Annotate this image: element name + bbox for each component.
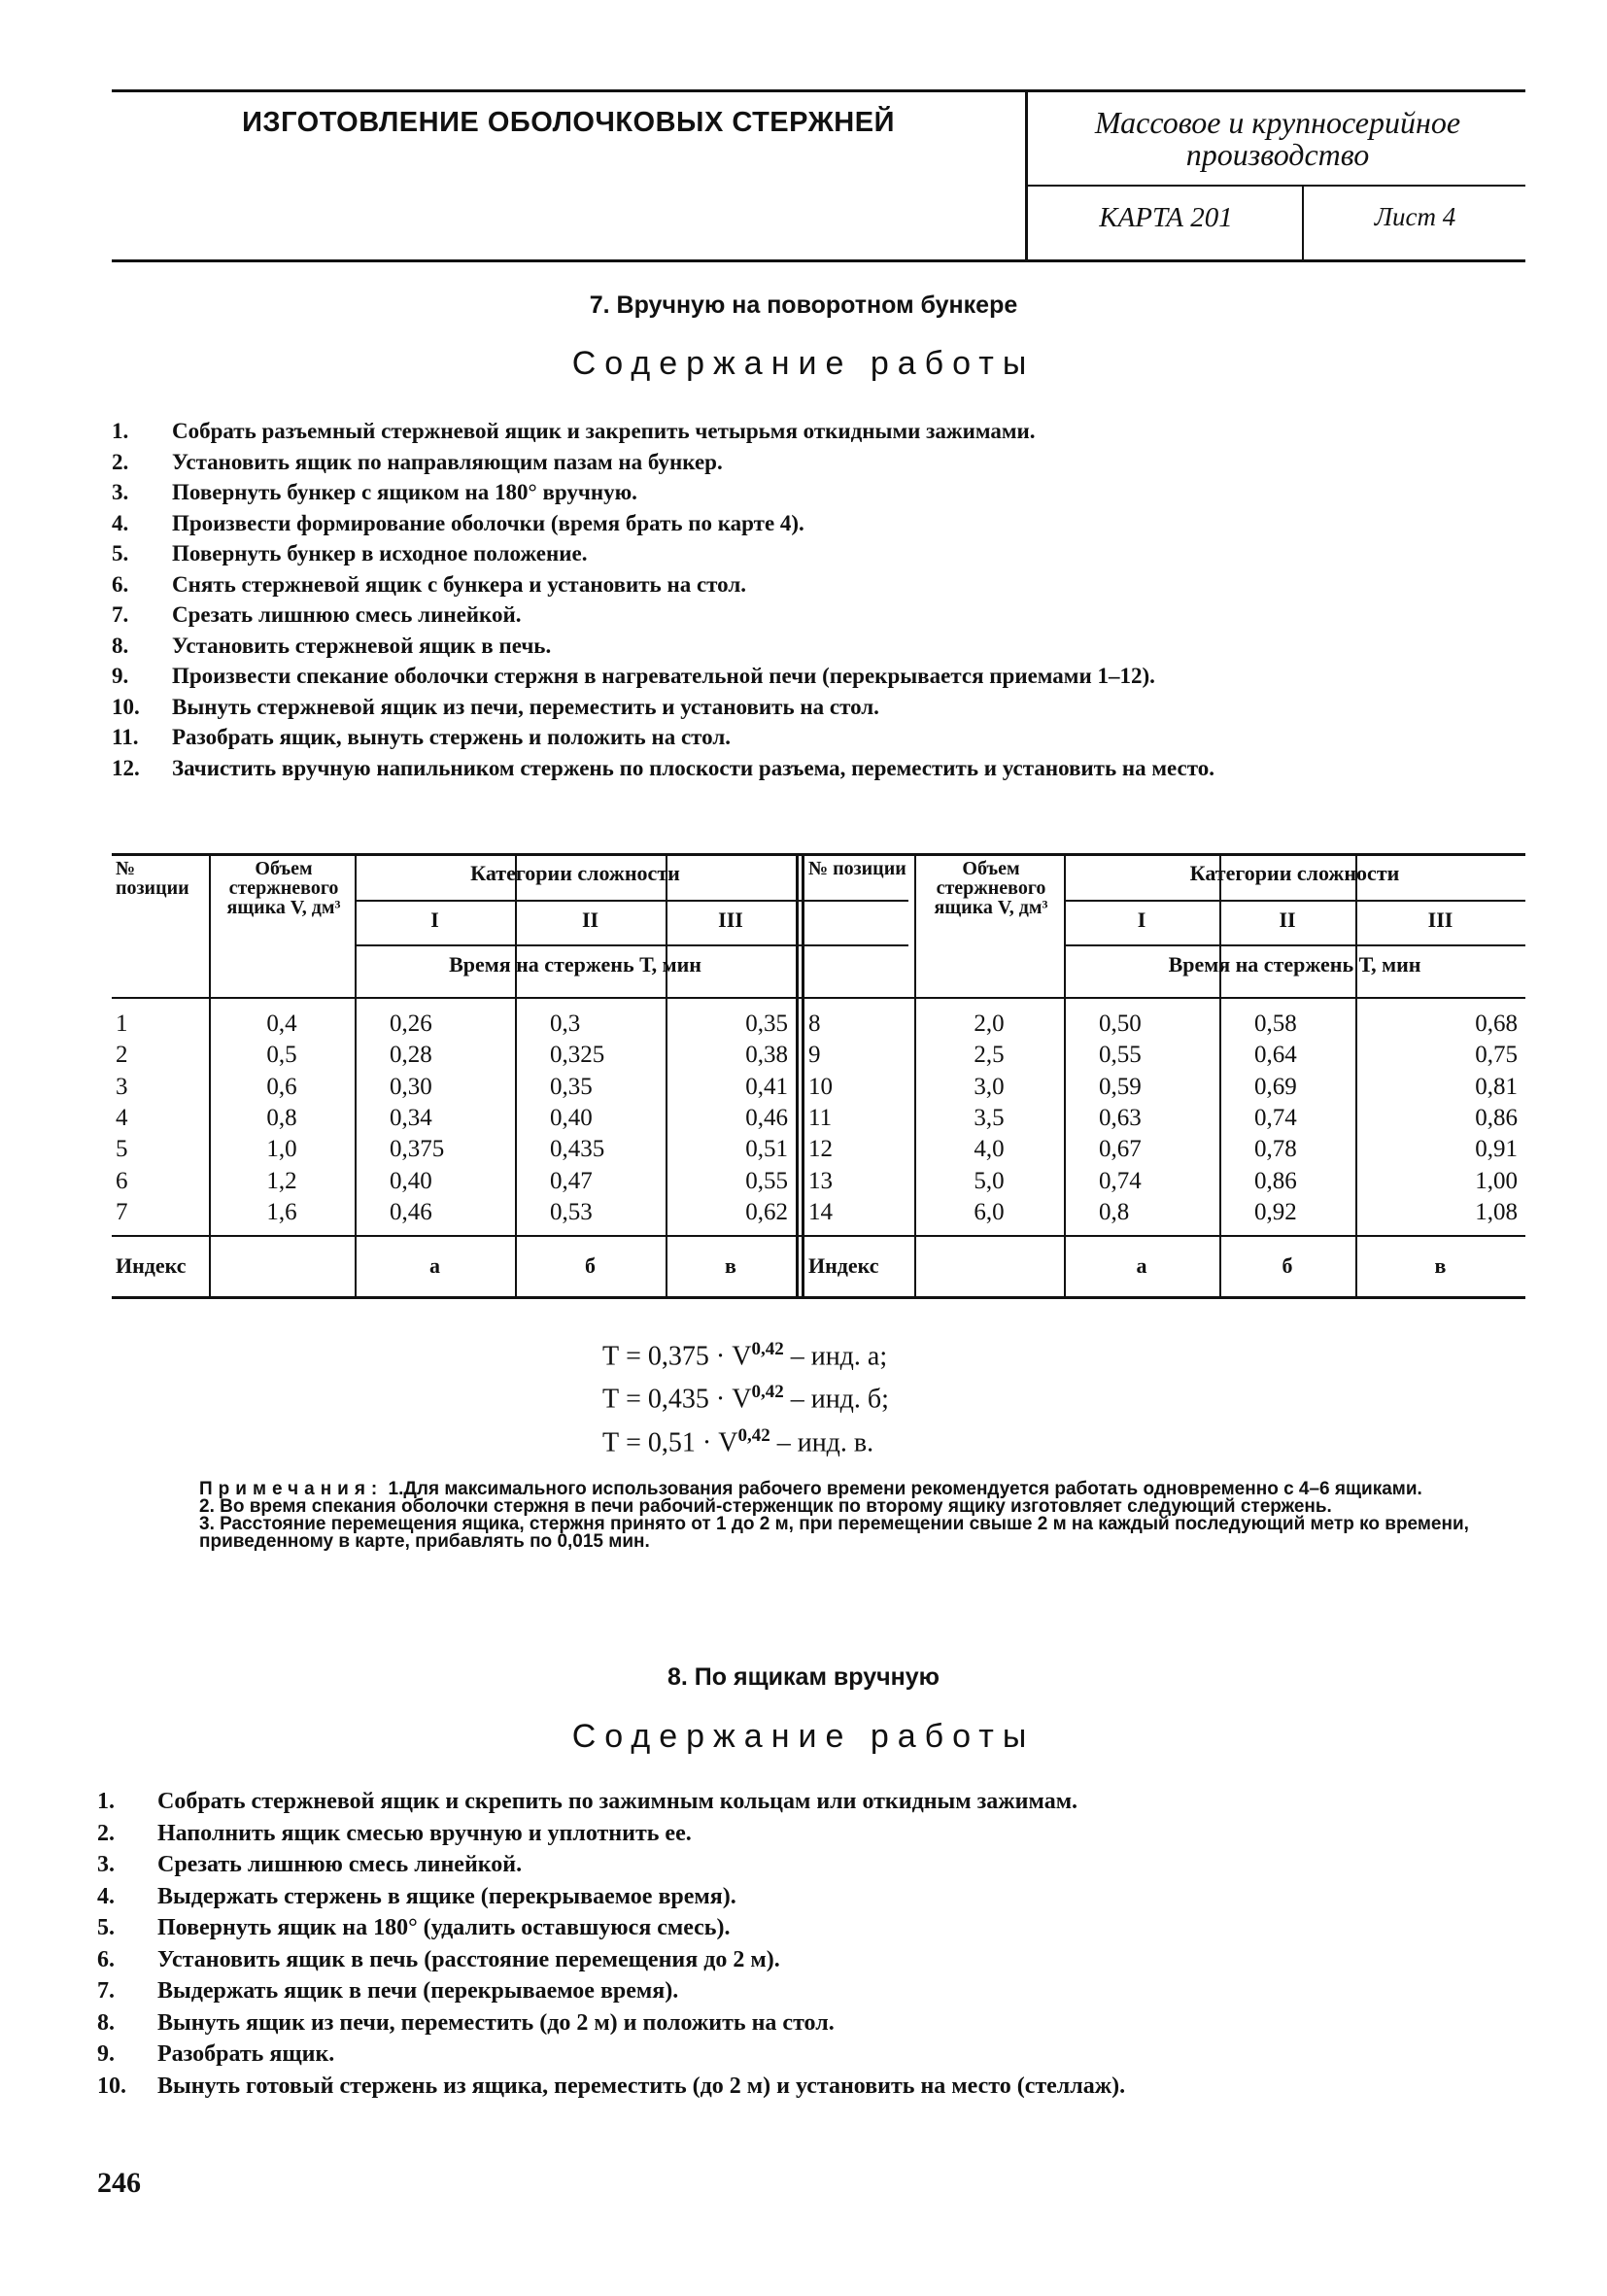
time-cell-cat3: 1,00	[1475, 1167, 1518, 1194]
note-text: 2. Во время спекания оболочки стержня в печи рабочий-стерженщик по второму ящику изготовляет следующий стержень.	[199, 1496, 1332, 1517]
work-step	[112, 416, 1525, 447]
step-number: 5.	[97, 1915, 115, 1940]
volume-cell: 3,0	[974, 1073, 1005, 1100]
step-text: Срезать лишнюю смесь линейкой.	[172, 602, 522, 627]
section-title: 7. Вручную на поворотном бункере	[589, 291, 1018, 319]
time-cell-cat1: 0,74	[1099, 1167, 1142, 1194]
work-step	[112, 569, 1525, 600]
position-cell: 13	[808, 1167, 833, 1194]
step-text: Вынуть ящик из печи, переместить (до 2 м) и положить на стол.	[157, 2009, 835, 2036]
time-label: Время на стержень Т, мин	[1168, 952, 1421, 977]
notes	[112, 1481, 1521, 1551]
time-cell-cat1: 0,63	[1099, 1104, 1142, 1131]
step-number: 1.	[112, 419, 129, 443]
header-top-rule	[112, 89, 1525, 92]
index-label: Индекс	[116, 1253, 187, 1278]
volume-cell: 1,6	[266, 1198, 297, 1225]
formula	[602, 1418, 1088, 1460]
position-cell: 8	[808, 1011, 821, 1037]
work-step	[112, 600, 1525, 631]
column-header-position: № позиции	[116, 858, 189, 899]
time-cell-cat2: 0,92	[1254, 1198, 1297, 1225]
header-bottom-rule	[112, 259, 1525, 262]
volume-cell: 2,0	[974, 1011, 1005, 1037]
table-rule	[1064, 944, 1525, 946]
work-step	[112, 508, 1525, 539]
index-value: в	[1434, 1253, 1447, 1278]
formula	[602, 1331, 1088, 1374]
time-cell-cat3: 0,51	[745, 1136, 788, 1163]
position-cell: 14	[808, 1198, 833, 1225]
position-cell: 6	[116, 1167, 128, 1194]
formula-index: – инд. а;	[783, 1341, 888, 1372]
position-cell: 4	[116, 1104, 128, 1131]
work-step	[97, 1912, 1511, 1944]
time-cell-cat2: 0,325	[550, 1042, 605, 1069]
time-cell-cat2: 0,86	[1254, 1167, 1297, 1194]
table-rule	[355, 944, 908, 946]
step-number: 9.	[97, 2041, 115, 2067]
time-cell-cat3: 0,75	[1475, 1042, 1518, 1069]
header-divider	[1025, 89, 1028, 262]
step-number: 10.	[97, 2073, 126, 2099]
work-step	[97, 1786, 1511, 1818]
position-cell: 12	[808, 1136, 833, 1163]
work-step	[112, 692, 1525, 723]
position-cell: 3	[116, 1073, 128, 1100]
step-number: 11.	[112, 725, 139, 749]
time-cell-cat2: 0,74	[1254, 1104, 1297, 1131]
step-number: 10.	[112, 694, 140, 719]
step-number: 4.	[112, 510, 129, 535]
work-step	[112, 477, 1525, 508]
time-cell-cat1: 0,28	[390, 1042, 432, 1069]
time-cell-cat2: 0,435	[550, 1136, 605, 1163]
table-center-divider	[802, 853, 804, 1299]
table-index-rule	[112, 1235, 1525, 1237]
note-3	[112, 1516, 1521, 1551]
time-cell-cat3: 0,35	[745, 1011, 788, 1037]
time-cell-cat3: 0,62	[745, 1198, 788, 1225]
work-step	[112, 538, 1525, 569]
step-text: Срезать лишнюю смесь линейкой.	[157, 1852, 523, 1877]
formula-exponent: 0,42	[751, 1382, 784, 1403]
work-step	[112, 661, 1525, 692]
production-type-line: Массовое и крупносерийное	[1094, 105, 1461, 140]
step-text: Произвести спекание оболочки стержня в нагревательной печи (перекрывается приемами 1–12).	[172, 664, 1155, 688]
position-cell: 2	[116, 1042, 128, 1069]
time-cell-cat1: 0,26	[390, 1011, 432, 1037]
step-text: Повернуть ящик на 180° (удалить оставшуюся смесь).	[157, 1915, 731, 1940]
work-step	[112, 722, 1525, 753]
time-cell-cat1: 0,55	[1099, 1042, 1142, 1069]
step-number: 12.	[112, 755, 140, 780]
work-step	[97, 1818, 1511, 1850]
step-text: Повернуть бункер в исходное положение.	[172, 541, 588, 565]
step-text: Выдержать ящик в печи (перекрываемое время).	[157, 1978, 679, 2004]
time-cell-cat3: 0,91	[1475, 1136, 1518, 1163]
notes-label: Примечания:	[199, 1479, 384, 1499]
step-number: 2.	[97, 1820, 115, 1846]
table-rule	[1064, 900, 1525, 902]
work-steps-list	[112, 416, 1525, 783]
formula-index: – инд. б;	[783, 1384, 889, 1415]
time-cell-cat1: 0,375	[390, 1136, 445, 1163]
formula-lhs: Т = 0,375 · V	[602, 1341, 752, 1372]
position-cell: 10	[808, 1073, 833, 1100]
card-header	[112, 89, 1525, 262]
index-value: б	[1282, 1253, 1293, 1278]
step-text: Собрать разъемный стержневой ящик и закрепить четырьмя откидными зажимами.	[172, 419, 1036, 443]
time-cell-cat1: 0,34	[390, 1104, 432, 1131]
volume-cell: 2,5	[974, 1042, 1005, 1069]
step-number: 3.	[112, 480, 129, 504]
header-divider	[1025, 185, 1525, 187]
step-number: 8.	[112, 633, 129, 658]
page-number: 246	[97, 2167, 141, 2199]
step-number: 6.	[112, 571, 129, 597]
index-value: в	[725, 1253, 736, 1278]
time-label: Время на стержень Т, мин	[449, 952, 701, 977]
time-cell-cat2: 0,3	[550, 1011, 581, 1037]
work-step	[112, 447, 1525, 478]
volume-cell: 3,5	[974, 1104, 1005, 1131]
step-text: Собрать стержневой ящик и скрепить по зажимным кольцам или откидным зажимам.	[157, 1789, 1078, 1814]
card-number: КАРТА 201	[1099, 202, 1233, 233]
column-header-category: Категории сложности	[470, 861, 680, 885]
step-number: 2.	[112, 449, 129, 474]
volume-cell: 0,5	[266, 1042, 297, 1069]
table-center-divider	[796, 853, 799, 1299]
time-cell-cat3: 0,41	[745, 1073, 788, 1100]
section-title: 8. По ящикам вручную	[667, 1663, 940, 1691]
step-text: Произвести формирование оболочки (время брать по карте 4).	[172, 510, 804, 535]
time-cell-cat3: 0,55	[745, 1167, 788, 1194]
category-label: II	[1279, 908, 1296, 932]
work-step	[97, 1849, 1511, 1881]
step-text: Снять стержневой ящик с бункера и установить на стол.	[172, 571, 747, 597]
time-cell-cat1: 0,30	[390, 1073, 432, 1100]
position-cell: 7	[116, 1198, 128, 1225]
time-cell-cat2: 0,47	[550, 1167, 593, 1194]
step-text: Установить ящик по направляющим пазам на бункер.	[172, 449, 723, 474]
sheet-number: Лист 4	[1374, 202, 1456, 231]
work-steps-list	[97, 1786, 1511, 2102]
step-text: Разобрать ящик.	[157, 2041, 335, 2067]
formulas	[602, 1331, 1088, 1460]
time-cell-cat3: 0,81	[1475, 1073, 1518, 1100]
time-cell-cat3: 0,68	[1475, 1011, 1518, 1037]
volume-cell: 4,0	[974, 1136, 1005, 1163]
step-number: 7.	[97, 1978, 115, 2004]
column-header-volume: Объем стержневого ящика V, дм³	[226, 858, 341, 918]
time-cell-cat1: 0,40	[390, 1167, 432, 1194]
step-text: Разобрать ящик, вынуть стержень и положить на стол.	[172, 725, 731, 749]
position-cell: 1	[116, 1011, 128, 1037]
category-label: II	[581, 908, 599, 932]
position-cell: 11	[808, 1104, 833, 1131]
work-step	[97, 1975, 1511, 2007]
step-number: 5.	[112, 541, 129, 565]
time-cell-cat2: 0,64	[1254, 1042, 1297, 1069]
time-cell-cat3: 0,86	[1475, 1104, 1518, 1131]
step-number: 7.	[112, 602, 129, 627]
production-type-line: производство	[1185, 137, 1370, 172]
work-step	[97, 2007, 1511, 2039]
formula-lhs: Т = 0,435 · V	[602, 1384, 752, 1415]
step-text: Вынуть стержневой ящик из печи, переместить и установить на стол.	[172, 694, 879, 719]
step-text: Выдержать стержень в ящике (перекрываемое время).	[157, 1883, 736, 1909]
index-value: а	[429, 1253, 440, 1278]
volume-cell: 6,0	[974, 1198, 1005, 1225]
formula	[602, 1374, 1088, 1417]
time-cell-cat2: 0,69	[1254, 1073, 1297, 1100]
production-type	[1030, 107, 1525, 171]
time-cell-cat1: 0,59	[1099, 1073, 1142, 1100]
step-text: Наполнить ящик смесью вручную и уплотнить ее.	[157, 1820, 692, 1846]
time-cell-cat1: 0,50	[1099, 1011, 1142, 1037]
step-number: 6.	[97, 1946, 115, 1972]
note-text: 1.Для максимального использования рабочего времени рекомендуется работать одновременно с 4–6 ящиками.	[388, 1479, 1422, 1499]
time-cell-cat2: 0,53	[550, 1198, 593, 1225]
header-divider	[1302, 185, 1304, 262]
content-heading: Содержание работы	[571, 345, 1036, 382]
position-cell: 5	[116, 1136, 128, 1163]
document-title: ИЗГОТОВЛЕНИЕ ОБОЛОЧКОВЫХ СТЕРЖНЕЙ	[242, 107, 895, 138]
step-text: Установить стержневой ящик в печь.	[172, 633, 552, 658]
content-heading: Содержание работы	[571, 1718, 1036, 1755]
time-cell-cat3: 0,46	[745, 1104, 788, 1131]
note-text: 3. Расстояние перемещения ящика, стержня принято от 1 до 2 м, при перемещении свыше 2 м на каждый последующий метр ко времени, приведенному в карте, прибавлять по 0,015 мин.	[199, 1514, 1469, 1552]
time-cell-cat2: 0,78	[1254, 1136, 1297, 1163]
category-label: III	[1427, 908, 1453, 932]
time-cell-cat1: 0,8	[1099, 1198, 1130, 1225]
work-step	[112, 753, 1525, 784]
category-label: I	[1137, 908, 1146, 932]
formula-exponent: 0,42	[751, 1339, 784, 1359]
volume-cell: 1,2	[266, 1167, 297, 1194]
column-header-position: № позиции	[808, 858, 906, 879]
time-cell-cat2: 0,40	[550, 1104, 593, 1131]
time-cell-cat3: 0,38	[745, 1042, 788, 1069]
step-number: 1.	[97, 1789, 115, 1814]
column-header-category: Категории сложности	[1189, 861, 1400, 885]
time-norms-table	[112, 853, 1525, 1310]
table-bottom-rule	[112, 1296, 1525, 1299]
position-cell: 9	[808, 1042, 821, 1069]
time-cell-cat2: 0,58	[1254, 1011, 1297, 1037]
formula-exponent: 0,42	[737, 1424, 770, 1446]
step-number: 4.	[97, 1883, 115, 1909]
index-value: а	[1136, 1253, 1147, 1278]
step-text: Повернуть бункер с ящиком на 180° вручную.	[172, 480, 637, 504]
category-label: I	[430, 908, 439, 932]
time-cell-cat1: 0,67	[1099, 1136, 1142, 1163]
step-text: Вынуть готовый стержень из ящика, переместить (до 2 м) и установить на место (стеллаж).	[157, 2073, 1126, 2099]
step-number: 9.	[112, 664, 129, 688]
volume-cell: 5,0	[974, 1167, 1005, 1194]
volume-cell: 1,0	[266, 1136, 297, 1163]
formula-index: – инд. в.	[769, 1426, 874, 1457]
category-label: III	[718, 908, 743, 932]
step-text: Установить ящик в печь (расстояние перемещения до 2 м).	[157, 1946, 780, 1972]
volume-cell: 0,8	[266, 1104, 297, 1131]
step-number: 8.	[97, 2009, 115, 2036]
index-value: б	[585, 1253, 596, 1278]
work-step	[112, 631, 1525, 662]
work-step	[97, 1944, 1511, 1976]
time-cell-cat2: 0,35	[550, 1073, 593, 1100]
work-step	[97, 2039, 1511, 2071]
volume-cell: 0,4	[266, 1011, 297, 1037]
table-header-rule	[112, 997, 1525, 999]
step-text: Зачистить вручную напильником стержень по плоскости разъема, переместить и установить на место.	[172, 755, 1215, 780]
column-header-volume: Объем стержневого ящика V, дм³	[934, 858, 1048, 918]
table-rule	[355, 900, 908, 902]
work-step	[97, 2071, 1511, 2103]
volume-cell: 0,6	[266, 1073, 297, 1100]
table-top-rule	[112, 853, 1525, 856]
time-cell-cat1: 0,46	[390, 1198, 432, 1225]
work-step	[97, 1881, 1511, 1913]
formula-lhs: Т = 0,51 · V	[602, 1426, 738, 1457]
index-label: Индекс	[808, 1253, 879, 1278]
step-number: 3.	[97, 1852, 115, 1877]
time-cell-cat3: 1,08	[1475, 1198, 1518, 1225]
